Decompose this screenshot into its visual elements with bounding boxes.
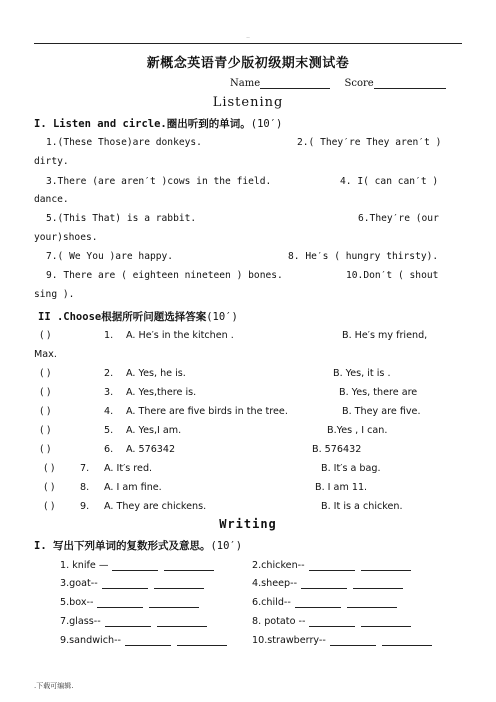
answer-blank[interactable]: ( ) [44,463,55,474]
option-b[interactable]: B. He′s my friend, [342,330,428,341]
question-number: 2. [104,368,114,379]
plural-item [252,616,411,627]
option-a[interactable]: A. There are five birds in the tree. [126,406,288,417]
plural-word: 4.sheep-- [252,578,298,589]
part1-line: dirty. [34,156,69,167]
plural-blank[interactable] [102,578,148,589]
meaning-blank[interactable] [149,597,199,608]
meaning-blank[interactable] [361,560,411,571]
answer-blank[interactable]: ( ) [40,330,51,341]
option-b[interactable]: B. It is a chicken. [321,501,403,512]
name-score-row [230,77,446,89]
part1-line: sing ). [34,289,75,300]
plural-blank[interactable] [309,616,355,627]
score-label: Score [344,78,374,89]
option-a[interactable]: A. Yes,I am. [126,425,182,436]
answer-blank[interactable]: ( ) [40,425,51,436]
part1-line: 1.(These Those)are donkeys. [46,137,202,148]
name-blank[interactable] [260,77,330,89]
option-a[interactable]: A. Yes,there is. [126,387,197,398]
plural-item [252,560,411,571]
plural-blank[interactable] [105,616,151,627]
option-a[interactable]: A. They are chickens. [104,501,207,512]
option-b[interactable]: B. I am 11. [315,482,368,493]
plural-word: 7.glass-- [60,616,101,627]
option-b[interactable]: B. It′s a bag. [321,463,381,474]
answer-blank[interactable]: ( ) [44,501,55,512]
plural-item [60,560,214,571]
part1-line: 8. He′s ( hungry thirsty). [288,251,439,262]
option-a[interactable]: A. I am fine. [104,482,162,493]
option-b[interactable]: B. They are five. [342,406,421,417]
page-title: 新概念英语青少版初级期末测试卷 [146,56,350,71]
plural-item [60,578,204,589]
option-a[interactable]: A. He′s in the kitchen . [126,330,234,341]
answer-blank[interactable]: ( ) [40,387,51,398]
part1-heading: I. Listen and circle.圈出听到的单词。(10′) [34,118,283,130]
meaning-blank[interactable] [382,635,432,646]
part1-line: 3.There (are aren′t )cows in the field. [46,176,272,187]
part1-line: 5.(This That) is a rabbit. [46,213,197,224]
part1-line: 2.( They′re They aren′t ) [297,137,442,148]
option-a[interactable]: A. Yes, he is. [126,368,186,379]
listening-title: Listening [212,95,284,110]
part1-line: 6.They′re (our [358,213,439,224]
meaning-blank[interactable] [154,578,204,589]
plural-word: 10.strawberry-- [252,635,326,646]
meaning-blank[interactable] [157,616,207,627]
plural-blank[interactable] [301,578,347,589]
question-number: 5. [104,425,114,436]
part3-heading: I. 写出下列单词的复数形式及意思。(10′) [34,540,243,552]
option-b[interactable]: B. Yes, there are [339,387,418,398]
part1-line: 9. There are ( eighteen nineteen ) bones. [46,270,283,281]
plural-blank[interactable] [295,597,341,608]
question-number: 9. [80,501,90,512]
footer-note: .下载可编辑. [34,682,74,690]
plural-word: 5.box-- [60,597,94,608]
plural-item [252,597,397,608]
part1-line: your)shoes. [34,232,98,243]
meaning-blank[interactable] [353,578,403,589]
part1-line: 7.( We You )are happy. [46,251,174,262]
plural-word: 8. potato -- [252,616,306,627]
meaning-blank[interactable] [361,616,411,627]
plural-word: 1. knife — [60,560,109,571]
option-b[interactable]: B. 576432 [312,444,362,455]
score-blank[interactable] [374,77,446,89]
answer-blank[interactable]: ( ) [40,368,51,379]
header-dots: .. [246,33,250,40]
option-a[interactable]: A. 576342 [126,444,176,455]
plural-blank[interactable] [125,635,171,646]
question-number: 4. [104,406,114,417]
plural-word: 3.goat-- [60,578,98,589]
part2-heading: II .Choose根据所听问题选择答案(10′) [38,311,238,323]
plural-item [60,635,227,646]
plural-item [60,616,207,627]
part1-line: 10.Don′t ( shout [346,270,439,281]
answer-blank[interactable]: ( ) [40,406,51,417]
plural-word: 9.sandwich-- [60,635,121,646]
plural-word: 2.chicken-- [252,560,305,571]
part1-line: dance. [34,194,69,205]
answer-blank[interactable]: ( ) [40,444,51,455]
option-a[interactable]: A. It′s red. [104,463,153,474]
meaning-blank[interactable] [177,635,227,646]
plural-blank[interactable] [97,597,143,608]
question-number: 7. [80,463,90,474]
name-label: Name [230,78,261,89]
plural-item [252,578,403,589]
plural-item [252,635,432,646]
plural-blank[interactable] [112,560,158,571]
question-number: 8. [80,482,90,493]
option-b[interactable]: B.Yes , I can. [327,425,388,436]
question-number: 3. [104,387,114,398]
plural-item [60,597,199,608]
option-b[interactable]: B. Yes, it is . [333,368,391,379]
plural-blank[interactable] [330,635,376,646]
part1-line: 4. I( can can′t ) [340,176,439,187]
plural-word: 6.child-- [252,597,291,608]
meaning-blank[interactable] [347,597,397,608]
answer-blank[interactable]: ( ) [44,482,55,493]
question-number: 1. [104,330,114,341]
plural-blank[interactable] [309,560,355,571]
meaning-blank[interactable] [164,560,214,571]
answer-continuation: Max. [34,349,57,360]
writing-title: Writing [219,517,277,531]
question-number: 6. [104,444,114,455]
header-rule [34,43,462,44]
